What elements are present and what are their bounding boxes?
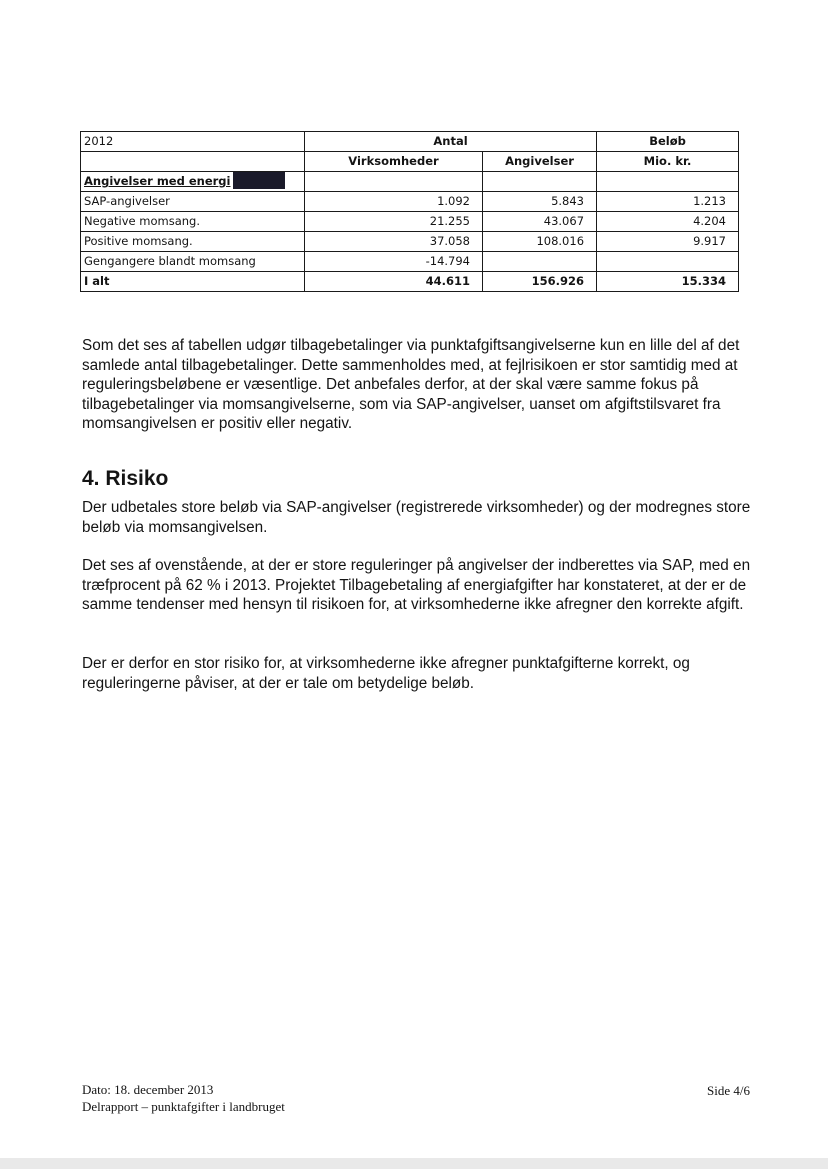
row-virksomheder: 21.255	[305, 212, 483, 232]
paragraph-risiko-sap: Det ses af ovenstående, at der er store reguleringer på angivelser der indberettes via SAP, med en træfprocent på 62 % i 2013. Projektet Tilbagebetaling af energiafgifter har konstateret, at der er de samme tendenser med hensyn til risikoen for, at virksomhederne ikke afregner den korrekte afgift.	[82, 557, 751, 614]
scan-bottom-edge	[0, 1158, 828, 1169]
row-beloeb: 4.204	[597, 212, 739, 232]
table-subheader-row	[81, 152, 739, 172]
row-label: Gengangere blandt momsang	[81, 252, 305, 272]
paragraph-risiko-conclusion: Der er derfor en stor risiko for, at virksomhederne ikke afregner punktafgifterne korrekt, og reguleringerne påviser, at der er tale om betydelige beløb.	[82, 655, 690, 692]
header-mio-kr: Mio. kr.	[597, 152, 739, 172]
redaction-block	[233, 172, 285, 189]
header-angivelser: Angivelser	[483, 152, 597, 172]
row-beloeb: 9.917	[597, 232, 739, 252]
paragraph-table-comment: Som det ses af tabellen udgør tilbagebetalinger via punktafgiftsangivelserne kun en lille del af det samlede antal tilbagebetalinger. Dette sammenholdes med, at fejlrisikoen er stor samtidig med at reguleringsbeløbene er væsentlige. Det anbefales derfor, at der skal være samme fokus på tilbagebetalinger via momsangivelserne, som via SAP-angivelser, uanset om afgiftstilsvaret fra momsangivelsen er positiv eller negativ.	[82, 337, 740, 433]
table-header-row	[81, 132, 739, 152]
header-beloeb: Beløb	[597, 132, 739, 152]
row-label: Positive momsang.	[81, 232, 305, 252]
total-beloeb: 15.334	[597, 272, 739, 292]
footer-report-title: Delrapport – punktafgifter i landbruget	[82, 1099, 285, 1114]
total-virksomheder: 44.611	[305, 272, 483, 292]
header-year: 2012	[81, 132, 305, 152]
row-virksomheder: 37.058	[305, 232, 483, 252]
row-label: SAP-angivelser	[81, 192, 305, 212]
table-section-row	[81, 172, 739, 192]
row-beloeb	[597, 252, 739, 272]
subheader-empty	[81, 152, 305, 172]
section-label-cell	[81, 172, 305, 192]
row-angivelser	[483, 252, 597, 272]
total-angivelser: 156.926	[483, 272, 597, 292]
paragraph-risiko-intro: Der udbetales store beløb via SAP-angivelser (registrerede virksomheder) og der modregnes store beløb via momsangivelsen.	[82, 499, 751, 536]
table-row	[81, 212, 739, 232]
header-antal: Antal	[305, 132, 597, 152]
row-angivelser: 5.843	[483, 192, 597, 212]
section-label: Angivelser med energi	[84, 174, 231, 188]
row-virksomheder: 1.092	[305, 192, 483, 212]
data-table	[80, 131, 739, 292]
row-beloeb: 1.213	[597, 192, 739, 212]
footer-info	[82, 1081, 285, 1115]
total-label: I alt	[81, 272, 305, 292]
table-row	[81, 192, 739, 212]
footer-page-number: Side 4/6	[707, 1083, 750, 1098]
footer-date: Dato: 18. december 2013	[82, 1082, 214, 1097]
table-row	[81, 252, 739, 272]
table-total-row	[81, 272, 739, 292]
table-row	[81, 232, 739, 252]
row-virksomheder: -14.794	[305, 252, 483, 272]
row-angivelser: 43.067	[483, 212, 597, 232]
section-heading-risiko: 4. Risiko	[82, 467, 169, 490]
header-virksomheder: Virksomheder	[305, 152, 483, 172]
row-angivelser: 108.016	[483, 232, 597, 252]
row-label: Negative momsang.	[81, 212, 305, 232]
